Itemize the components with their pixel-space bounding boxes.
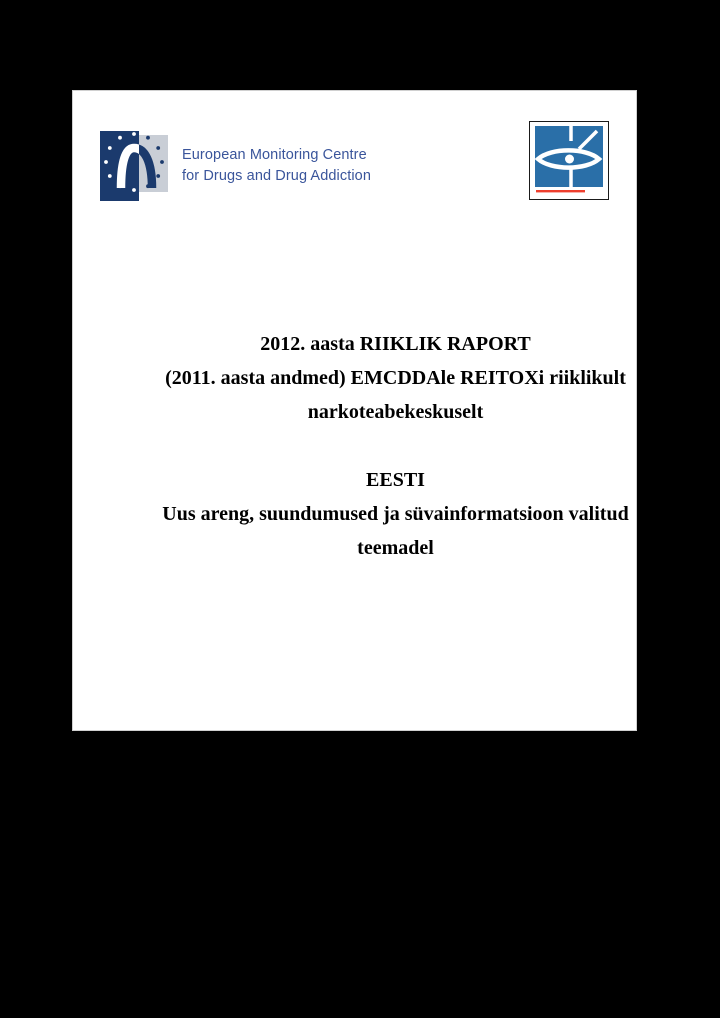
report-subtitle-line2: Uus areng, suundumused ja süvainformatsioon valitud	[162, 503, 629, 525]
report-title-line3: narkoteabekeskuselt	[307, 401, 484, 423]
country-name: EESTI	[366, 469, 425, 491]
report-title-line2: (2011. aasta andmed) EMCDDAle REITOXi riiklikult	[165, 367, 626, 389]
title-block	[157, 327, 634, 565]
emcdda-wordmark-line2: for Drugs and Drug Addiction	[182, 168, 371, 184]
institute-eye-logo-icon	[529, 121, 609, 200]
report-cover-page	[72, 90, 637, 731]
report-subtitle	[157, 463, 634, 565]
report-title	[157, 327, 634, 429]
emcdda-logo-icon	[100, 131, 170, 205]
emcdda-wordmark	[182, 145, 371, 187]
report-title-line1: 2012. aasta RIIKLIK RAPORT	[260, 333, 531, 355]
red-underline	[536, 190, 585, 192]
report-subtitle-line3: teemadel	[357, 537, 434, 559]
emcdda-wordmark-line1: European Monitoring Centre	[182, 147, 367, 163]
